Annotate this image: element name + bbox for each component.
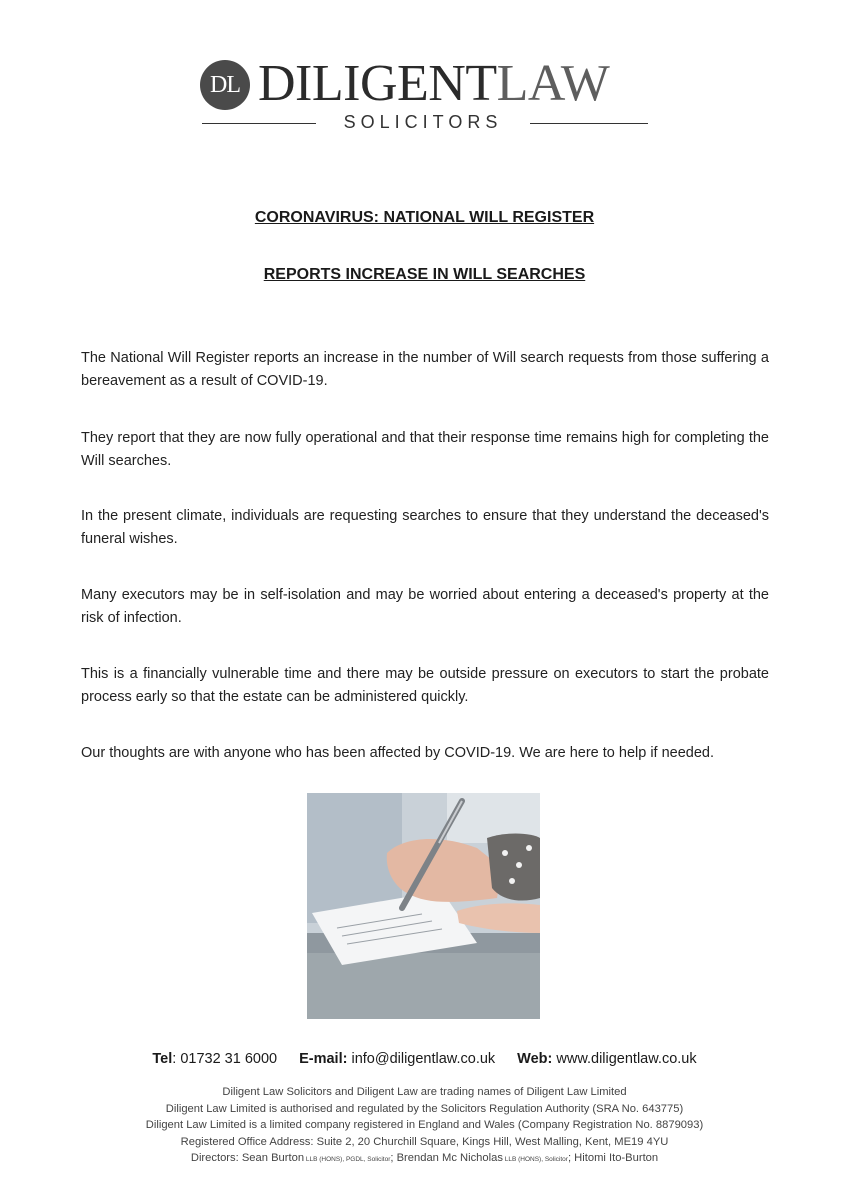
logo-word-law: LAW (496, 55, 610, 112)
paragraph-1: The National Will Register reports an increase in the number of Will search requests from those suffering a bereavement as a result of COVID-19. (81, 350, 769, 389)
footer-line-4: Registered Office Address: Suite 2, 20 Churchill Square, Kings Hill, West Malling, Kent, ME19 4YU (180, 1135, 669, 1148)
web-label: Web: (517, 1051, 553, 1067)
paragraph-6: Our thoughts are with anyone who has been affected by COVID-19. We are here to help if needed. (81, 745, 715, 761)
director-1-name: Sean Burton (241, 1152, 305, 1164)
web-value[interactable]: www.diligentlaw.co.uk (552, 1051, 697, 1067)
footer-line-2: Diligent Law Limited is authorised and regulated by the Solicitors Regulation Authority (SRA No. 643775) (165, 1102, 684, 1115)
logo-tagline: SOLICITORS (343, 112, 503, 132)
logo-monogram: DL (200, 60, 250, 110)
paragraph-5: This is a financially vulnerable time and there may be outside pressure on executors to start the probate process early so that the estate can be administered quickly. (81, 666, 769, 705)
logo-rule-right (530, 123, 648, 124)
director-3-name: ; Hitomi Ito-Burton (567, 1152, 659, 1164)
tel-label: Tel (152, 1051, 173, 1067)
email-label: E-mail: (299, 1051, 348, 1067)
company-footer (0, 1084, 849, 1169)
paragraph-4: Many executors may be in self-isolation and may be worried about entering a deceased's property at the risk of infection. (81, 587, 769, 626)
directors-label: Directors: (190, 1152, 242, 1164)
director-2-quals: LLB (HONS), Solicitor (502, 1156, 568, 1163)
footer-line-3: Diligent Law Limited is a limited company registered in England and Wales (Company Registration No. 8879093) (145, 1119, 704, 1131)
signing-document-photo (307, 793, 540, 1019)
contact-line (0, 1051, 849, 1067)
email-value[interactable]: info@diligentlaw.co.uk (347, 1051, 496, 1067)
logo-wordmark (258, 54, 609, 114)
company-logo (200, 55, 650, 138)
logo-rule-left (202, 123, 316, 124)
director-1-quals: LLB (HONS), PGDL, Solicitor (304, 1156, 391, 1163)
logo-word-diligent: DILIGENT (258, 55, 497, 112)
footer-line-1: Diligent Law Solicitors and Diligent Law are trading names of Diligent Law Limited (222, 1086, 627, 1098)
paragraph-2: They report that they are now fully operational and that their response time remains high for completing the Will searches. (81, 430, 769, 469)
footer-directors (0, 1150, 849, 1169)
document-title: CORONAVIRUS: NATIONAL WILL REGISTER (254, 209, 595, 226)
document-subtitle: REPORTS INCREASE IN WILL SEARCHES (263, 266, 586, 283)
tel-value: : 01732 31 6000 (172, 1051, 278, 1067)
director-2-name: ; Brendan Mc Nicholas (390, 1152, 503, 1164)
paragraph-3: In the present climate, individuals are requesting searches to ensure that they understand the deceased's funeral wishes. (81, 508, 769, 547)
